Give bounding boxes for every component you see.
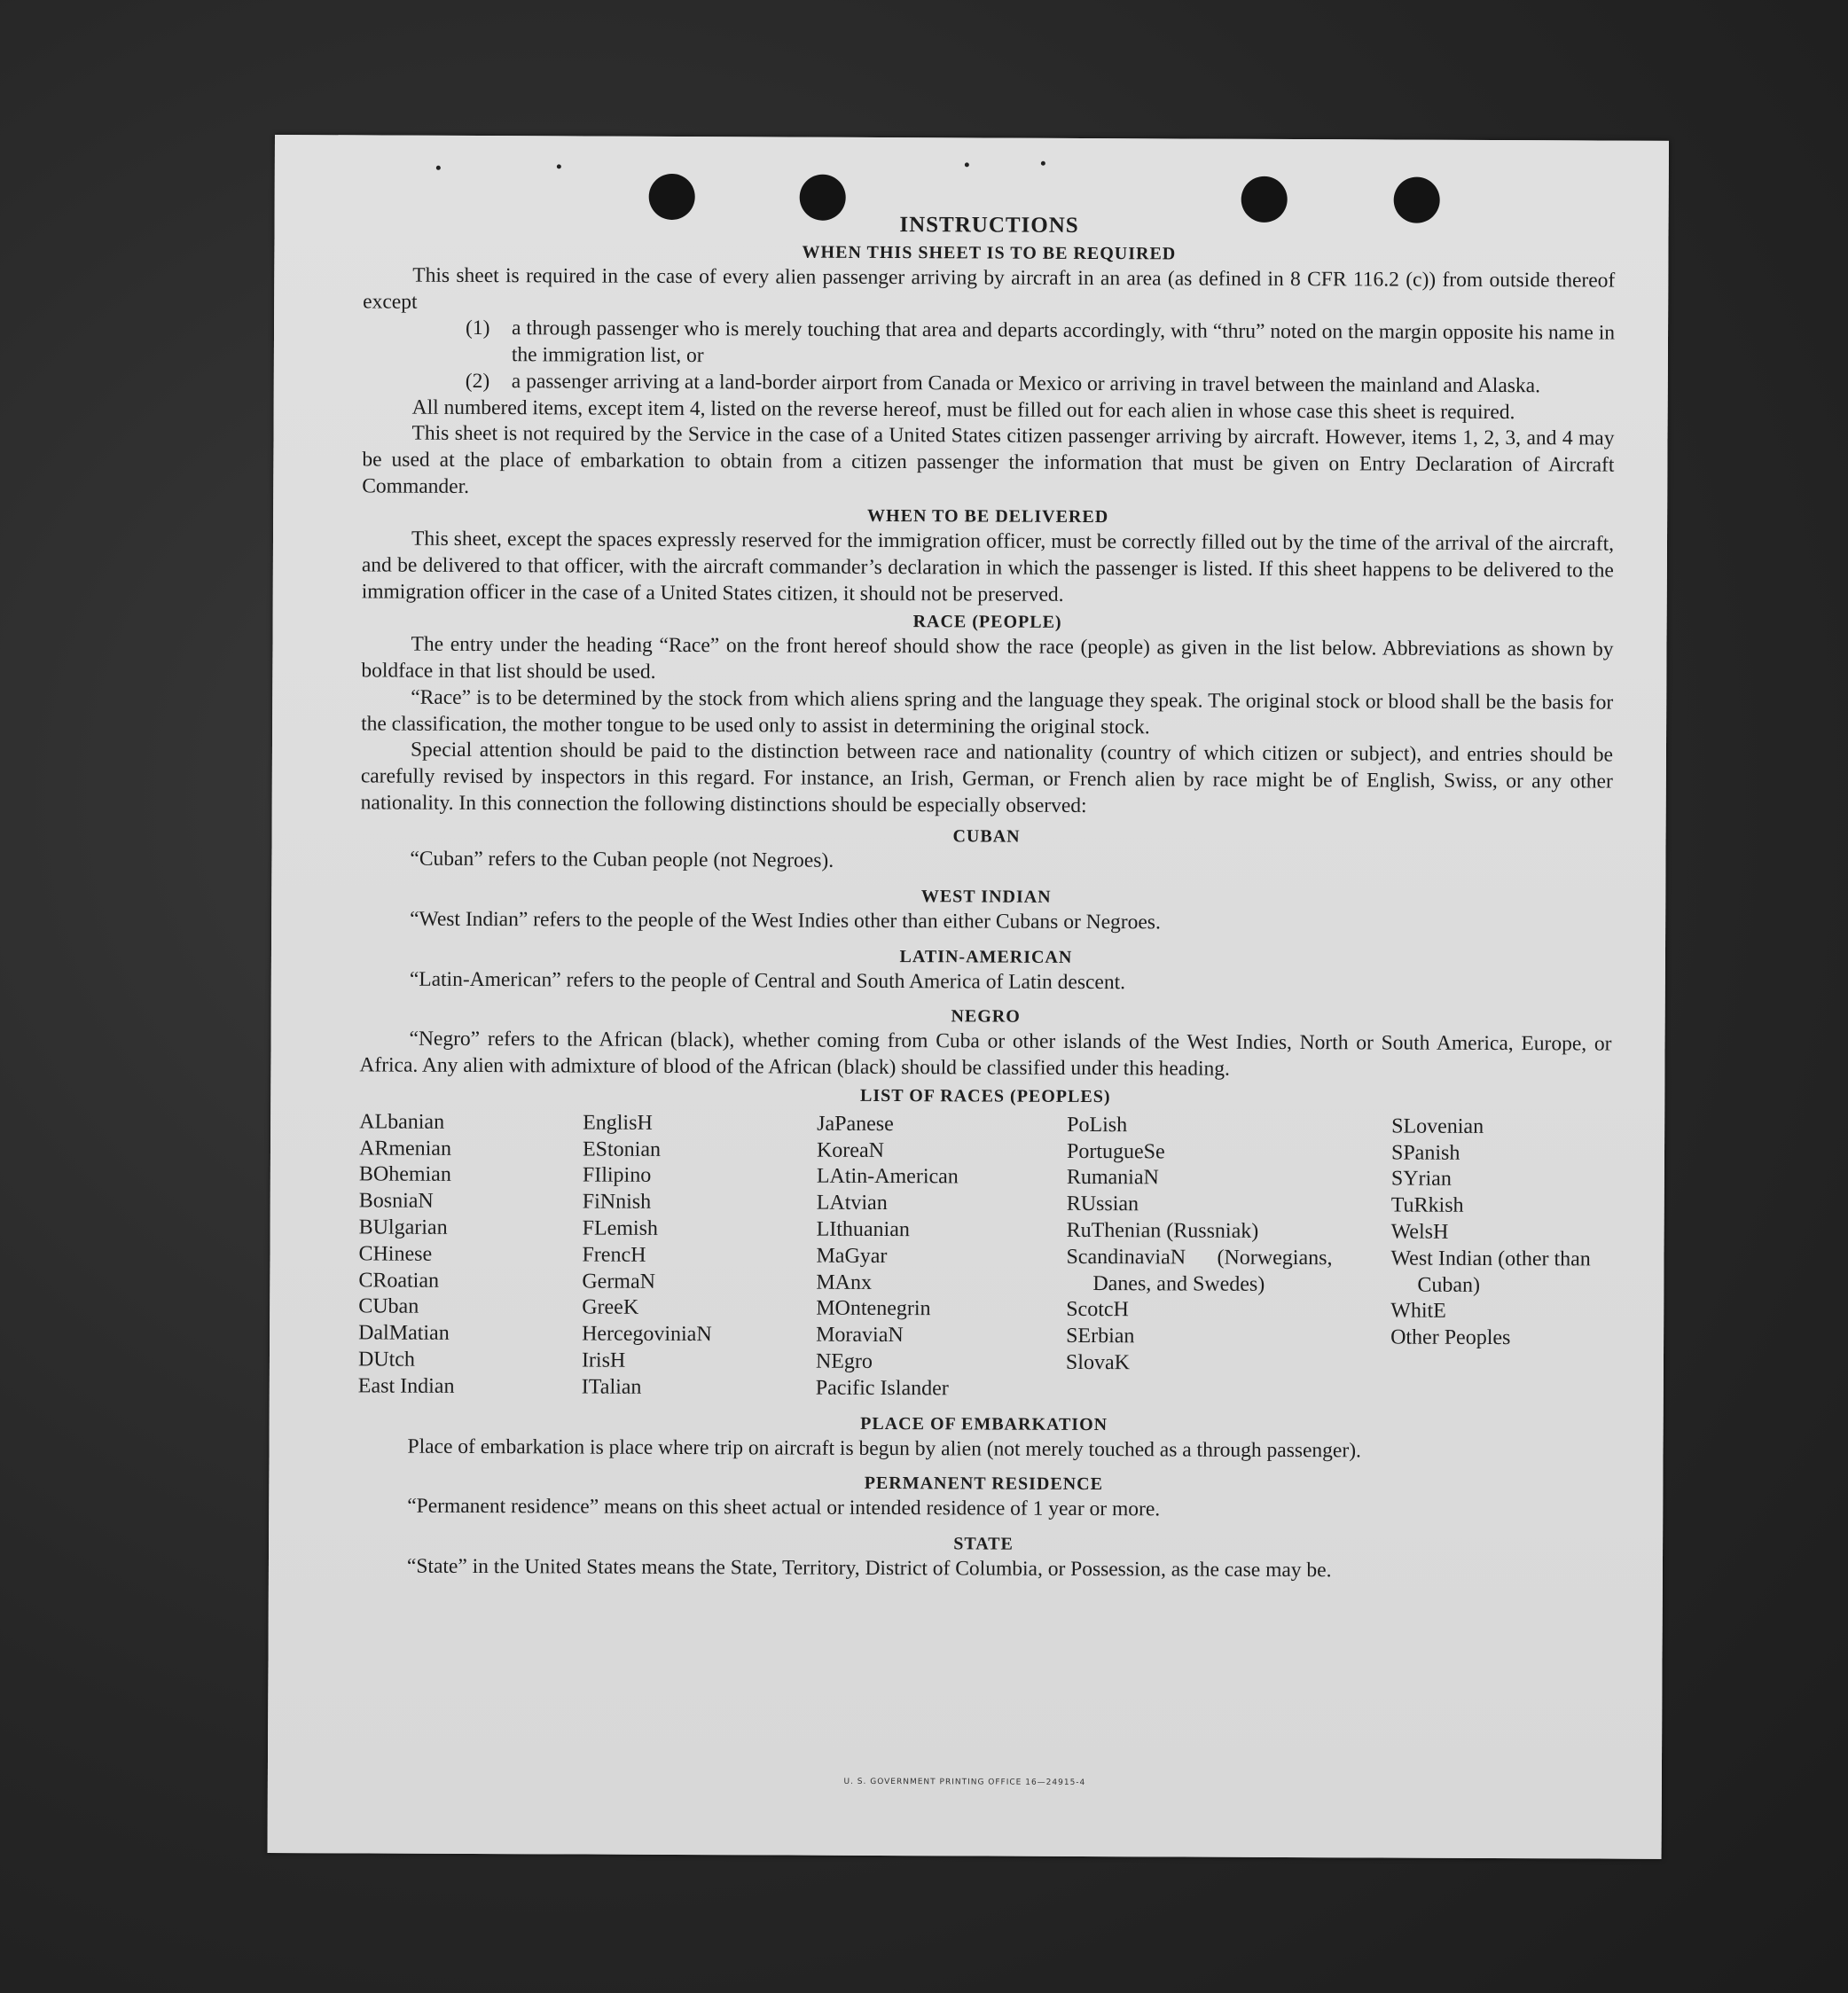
race-entry: LAtin-American: [816, 1165, 959, 1189]
races-column-1: [358, 1109, 583, 1401]
section-heading: STATE: [953, 1534, 1014, 1554]
printing-office-footer: U. S. GOVERNMENT PRINTING OFFICE 16—24915-4: [843, 1777, 1086, 1788]
paragraph: “Cuban” refers to the Cuban people (not Negroes).: [410, 848, 834, 873]
race-entry: WelsH: [1390, 1220, 1449, 1244]
section-heading: LATIN-AMERICAN: [899, 946, 1073, 967]
race-entry: CHinese: [358, 1242, 433, 1266]
paragraph: The entry under the heading “Race” on the front hereof should show the race (people) as given in the list below. Abbreviations as shown by boldface in that list should be used.: [361, 633, 1614, 684]
section-heading: CUBAN: [952, 826, 1021, 848]
race-entry: CUban: [358, 1294, 419, 1319]
race-entry: HercegoviniaN: [582, 1322, 712, 1347]
race-entry: KoreaN: [816, 1138, 885, 1162]
race-entry: WhitE: [1390, 1299, 1446, 1324]
race-entry: DUtch: [357, 1348, 416, 1372]
paragraph: Special attention should be paid to the distinction between race and nationality (country of which citizen or subject), and entries should be carefully revised by inspectors in this regard. For instance, an Irish, German, or French alien by race might be of English, Swiss, or any other nationality. In this connection the following distinctions should be especially observed:: [360, 738, 1614, 817]
paragraph: Place of embarkation is place where trip on aircraft is begun by alien (not merely touched as a through passenger).: [407, 1434, 1361, 1462]
race-entry: MoraviaN: [816, 1323, 904, 1348]
races-column-4: [1066, 1113, 1333, 1404]
section-heading: WHEN TO BE DELIVERED: [867, 506, 1109, 528]
race-entry: SlovaK: [1065, 1350, 1131, 1375]
page-title: INSTRUCTIONS: [899, 213, 1079, 238]
paragraph: This sheet is not required by the Service in the case of a United States citizen passenger arriving by aircraft. However, items 1, 2, 3, and 4 may be used at the place of embarkation to obtain from a citizen passenger the information that must be given on Entry Declaration of Aircraft Commander.: [362, 421, 1615, 498]
race-entry: RuThenian (Russniak): [1066, 1218, 1259, 1243]
speck: [1041, 161, 1045, 166]
race-entry: Other Peoples: [1390, 1325, 1511, 1350]
item-number: (1): [465, 317, 490, 340]
section-heading: WEST INDIAN: [920, 887, 1052, 907]
race-entry: JaPanese: [817, 1112, 894, 1136]
race-entry: TuRkish: [1390, 1193, 1464, 1218]
race-entry: MaGyar: [816, 1244, 888, 1268]
document-page: [268, 135, 1669, 1859]
race-entry: NEgro: [815, 1349, 873, 1374]
race-entry: ALbanian: [359, 1110, 445, 1134]
races-column-5: [1390, 1114, 1611, 1405]
race-entry: BosniaN: [358, 1189, 434, 1214]
paragraph: “Negro” refers to the African (black), whether coming from Cuba or other islands of the West Indies, North or South America, Europe, or Africa. Any alien with admixture of blood of the African (black) should be classified under this heading.: [359, 1028, 1612, 1081]
races-list: [358, 1109, 1611, 1405]
paragraph: This sheet is required in the case of every alien passenger arriving by aircraft in an area (as defined in 8 CFR 116.2 (c)) from outside thereof except: [363, 263, 1616, 314]
speck: [557, 164, 561, 168]
speck: [965, 162, 969, 167]
section-heading: WHEN THIS SHEET IS TO BE REQUIRED: [802, 242, 1177, 264]
race-entry: EnglisH: [583, 1111, 653, 1135]
race-entry: BUlgarian: [358, 1215, 448, 1239]
paragraph: “West Indian” refers to the people of the West Indies other than either Cubans or Negroes.: [410, 907, 1161, 934]
race-entry: MAnx: [816, 1270, 873, 1294]
race-entry: SLovenian: [1391, 1114, 1484, 1138]
section-heading: LIST OF RACES (PEOPLES): [859, 1085, 1111, 1106]
section-heading: NEGRO: [951, 1006, 1021, 1028]
race-entry: GermaN: [582, 1270, 656, 1293]
race-entry: CRoatian: [358, 1269, 440, 1293]
section-heading: PLACE OF EMBARKATION: [860, 1413, 1108, 1434]
race-entry: ScotcH: [1066, 1298, 1129, 1322]
race-entry: East Indian: [357, 1374, 455, 1398]
race-entry: MOntenegrin: [816, 1297, 931, 1321]
paragraph: “Race” is to be determined by the stock from which aliens spring and the language they speak. The original stock or blood shall be the basis for the classification, the mother tongue to be used only to assist in determining the original stock.: [361, 685, 1614, 739]
list-item: [363, 316, 1615, 374]
race-entry: FIlipino: [582, 1163, 652, 1188]
race-entry: LIthuanian: [816, 1217, 910, 1242]
race-entry: EStonian: [582, 1137, 662, 1161]
race-entry: ARmenian: [358, 1137, 452, 1161]
item-number: (2): [465, 369, 490, 393]
race-entry: ScandinaviaN (Norwegians, Danes, and Swedes): [1066, 1245, 1333, 1296]
item-text: a passenger arriving at a land-border airport from Canada or Mexico or arriving in travel between the mainland and Alaska.: [511, 369, 1541, 398]
paragraph: “State” in the United States means the State, Territory, District of Columbia, or Possession, as the case may be.: [406, 1554, 1332, 1583]
race-entry: FrencH: [582, 1243, 646, 1267]
races-column-3: [816, 1112, 1067, 1403]
speck: [436, 166, 441, 170]
race-entry: GreeK: [582, 1295, 639, 1320]
race-entry: ITalian: [581, 1375, 642, 1399]
section-heading: RACE (PEOPLE): [912, 612, 1062, 633]
paragraph: All numbered items, except item 4, listed on the reverse hereof, must be filled out for each alien in whose case this sheet is required.: [411, 395, 1515, 424]
race-entry: RUssian: [1066, 1192, 1139, 1216]
race-entry: FLemish: [582, 1216, 659, 1240]
paragraph: This sheet, except the spaces expressly reserved for the immigration officer, must be correctly filled out by the time of the arrival of the aircraft, and be delivered to that officer, with the aircraft commander’s declaration in which the passenger is listed. If this sheet happens to be delivered to the immigration officer in the case of a United States citizen, it should not be preserved.: [361, 528, 1615, 606]
section-heading: PERMANENT RESIDENCE: [864, 1473, 1104, 1495]
race-entry: IrisH: [581, 1348, 626, 1372]
paragraph: “Latin-American” refers to the people of Central and South America of Latin descent.: [409, 967, 1126, 994]
race-entry: DalMatian: [358, 1321, 450, 1346]
race-entry: PoLish: [1067, 1113, 1128, 1137]
race-entry: FiNnish: [582, 1190, 652, 1215]
race-entry: LAtvian: [816, 1191, 888, 1215]
race-entry: BOhemian: [358, 1162, 451, 1187]
race-entry: Pacific Islander: [815, 1376, 949, 1401]
races-column-2: [582, 1110, 817, 1402]
race-entry: SYrian: [1390, 1167, 1452, 1192]
paragraph: “Permanent residence” means on this sheet actual or intended residence of 1 year or more.: [407, 1495, 1161, 1521]
race-entry: RumaniaN: [1066, 1166, 1159, 1190]
race-entry: SPanish: [1390, 1141, 1460, 1165]
race-entry: SErbian: [1066, 1325, 1135, 1348]
item-text: a through passenger who is merely touching that area and departs accordingly, with “thru” noted on the margin opposite his name in the immigration list, or: [511, 317, 1616, 368]
instructions-body: [357, 204, 1616, 1585]
race-entry: PortugueSe: [1066, 1139, 1165, 1164]
race-entry: West Indian (other than Cuban): [1390, 1247, 1591, 1297]
